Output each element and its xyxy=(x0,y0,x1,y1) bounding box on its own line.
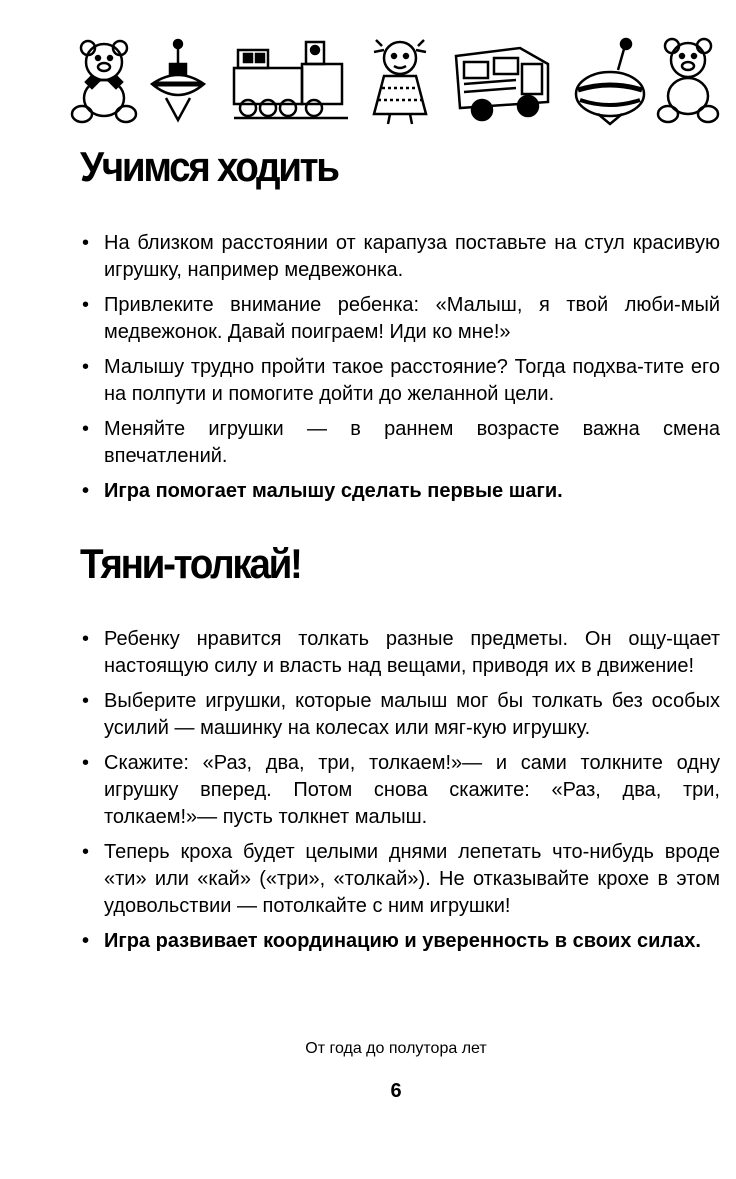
teddy-bear-icon xyxy=(72,41,136,122)
list-item: • На близком расстоянии от карапуза поставьте на стул красивую игрушку, например медвежонка. xyxy=(80,230,720,284)
list-item: • Теперь кроха будет целыми днями лепетать что-нибудь вроде «ти» или «кай» («три», «толкай»). Не отказывайте крохе в этом удовольствии — потолкайте с ним игрушки! xyxy=(80,839,720,920)
bullet-list xyxy=(80,626,720,963)
list-item: • Меняйте игрушки — в раннем возрасте важна смена впечатлений. xyxy=(80,416,720,470)
teddy-bear-icon xyxy=(658,39,718,122)
toy-train-icon xyxy=(234,42,348,118)
list-item: • Привлеките внимание ребенка: «Малыш, я твой люби-мый медвежонок. Давай поиграем! Иди ко мне!» xyxy=(80,292,720,346)
doll-icon xyxy=(374,40,426,124)
list-item: • Малышу трудно пройти такое расстояние? Тогда подхва-тите его на полпути и помогите дойти до желанной цели. xyxy=(80,354,720,408)
list-item-summary: • Игра развивает координацию и уверенность в своих силах. xyxy=(80,928,720,955)
list-item: • Выберите игрушки, которые малыш мог бы толкать без особых усилий — машинку на колесах или мяг-кую игрушку. xyxy=(80,688,720,742)
bullet-list xyxy=(80,230,720,513)
list-item: • Скажите: «Раз, два, три, толкаем!»— и сами толкните одну игрушку вперед. Потом снова скажите: «Раз, два, три, толкаем!»— пусть толкнет малыш. xyxy=(80,750,720,831)
toys-header-illustration xyxy=(70,36,722,126)
section-title-learning-to-walk: Учимся ходить xyxy=(80,143,338,190)
section-title-push-pull: Тяни-толкай! xyxy=(80,540,301,587)
list-item: • Ребенку нравится толкать разные предметы. Он ощу-щает настоящую силу и власть над вещами, приводя их в движение! xyxy=(80,626,720,680)
spinning-top-icon xyxy=(152,40,204,120)
toy-truck-icon xyxy=(456,48,548,120)
page-number: 6 xyxy=(390,1080,402,1102)
list-item-summary: • Игра помогает малышу сделать первые шаги. xyxy=(80,478,720,505)
running-footer: От года до полутора лет xyxy=(305,1040,487,1057)
spinning-top-icon xyxy=(576,39,644,124)
